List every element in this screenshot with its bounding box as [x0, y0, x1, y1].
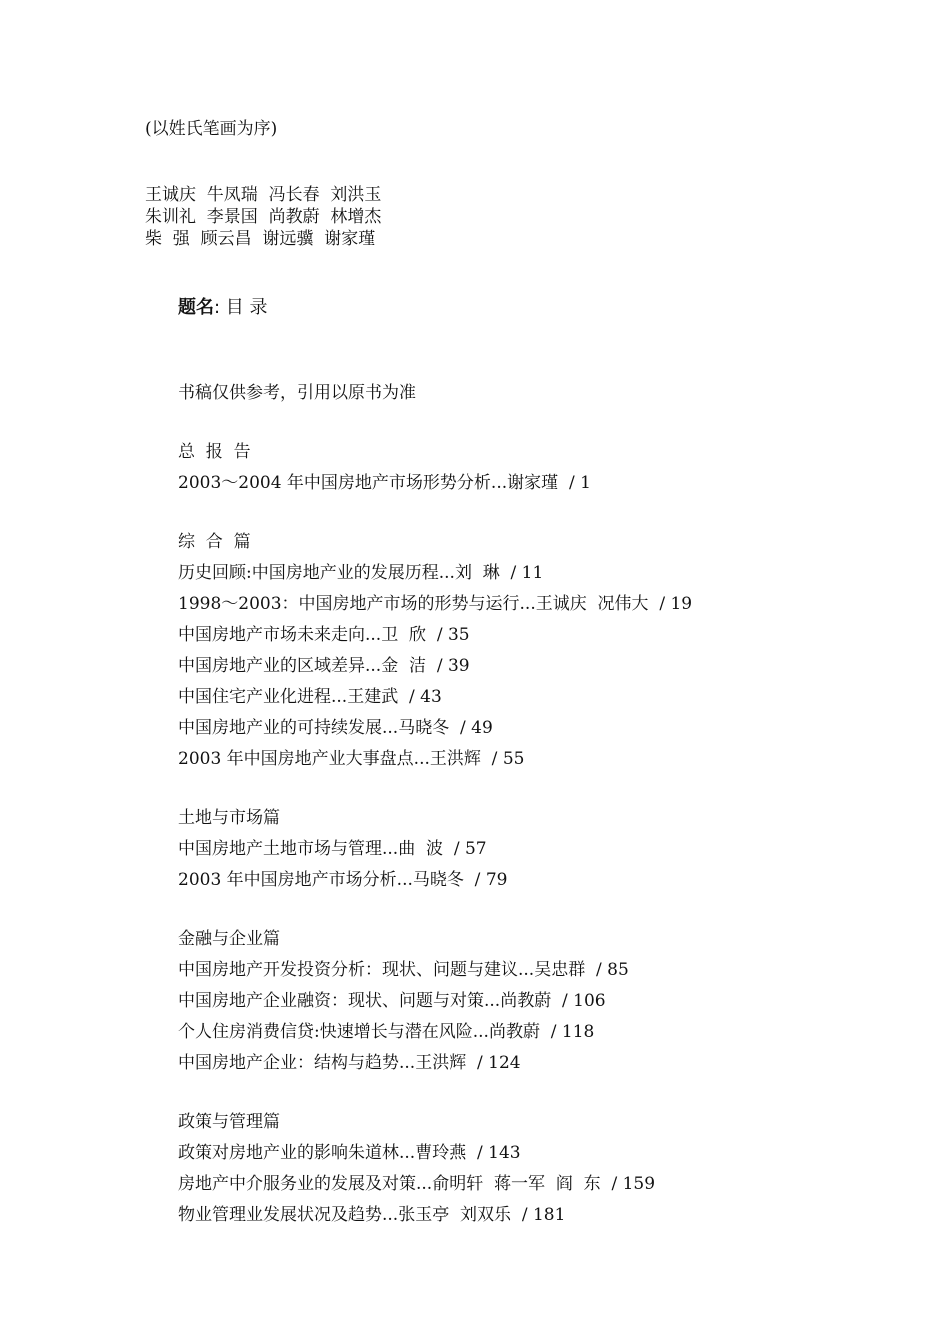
order-note: (以姓氏笔画为序) — [145, 119, 278, 139]
toc-entry[interactable]: 中国房地产企业：结构与趋势...王洪辉 / 124 — [178, 1053, 521, 1073]
section-title: 土地与市场篇 — [178, 808, 280, 828]
toc-entry[interactable]: 历史回顾:中国房地产业的发展历程...刘 琳 / 11 — [178, 563, 544, 583]
editor-row: 王诚庆 牛凤瑞 冯长春 刘洪玉 — [145, 185, 382, 205]
toc-section — [178, 1107, 692, 1231]
toc-entry[interactable]: 房地产中介服务业的发展及对策...俞明轩 蒋一军 阎 东 / 159 — [178, 1174, 656, 1194]
section-title: 综 合 篇 — [178, 532, 251, 552]
toc-entry[interactable]: 中国房地产业的区域差异...金 洁 / 39 — [178, 656, 470, 676]
toc-entry[interactable]: 个人住房消费信贷:快速增长与潜在风险...尚教蔚 / 118 — [178, 1022, 595, 1042]
toc-section — [178, 437, 692, 499]
toc-entry[interactable]: 物业管理业发展状况及趋势...张玉亭 刘双乐 / 181 — [178, 1205, 566, 1225]
toc-entry[interactable]: 2003～2004 年中国房地产市场形势分析...谢家瑾 / 1 — [178, 473, 591, 493]
table-of-contents — [178, 378, 692, 1231]
toc-entry[interactable]: 中国房地产企业融资：现状、问题与对策...尚教蔚 / 106 — [178, 991, 606, 1011]
disclaimer: 书稿仅供参考，引用以原书为准 — [178, 383, 416, 403]
toc-entry[interactable]: 2003 年中国房地产业大事盘点...王洪辉 / 55 — [178, 749, 525, 769]
toc-section — [178, 803, 692, 896]
editor-list — [145, 184, 381, 250]
toc-entry[interactable]: 中国房地产开发投资分析：现状、问题与建议...吴忠群 / 85 — [178, 960, 629, 980]
section-title: 总 报 告 — [178, 442, 251, 462]
section-title: 政策与管理篇 — [178, 1112, 280, 1132]
toc-entry[interactable]: 中国房地产土地市场与管理...曲 波 / 57 — [178, 839, 487, 859]
title-separator: : — [214, 297, 226, 318]
toc-entry[interactable]: 政策对房地产业的影响朱道林...曹玲燕 / 143 — [178, 1143, 521, 1163]
title-value: 目 录 — [225, 297, 268, 318]
toc-section — [178, 924, 692, 1079]
toc-entry[interactable]: 中国住宅产业化进程...王建武 / 43 — [178, 687, 442, 707]
section-title: 金融与企业篇 — [178, 929, 280, 949]
toc-entry[interactable]: 2003 年中国房地产市场分析...马晓冬 / 79 — [178, 870, 508, 890]
toc-entry[interactable]: 中国房地产业的可持续发展...马晓冬 / 49 — [178, 718, 493, 738]
toc-entry[interactable]: 中国房地产市场未来走向...卫 欣 / 35 — [178, 625, 470, 645]
editor-row: 朱训礼 李景国 尚教蔚 林增杰 — [145, 207, 382, 227]
title-label: 题名 — [178, 297, 214, 318]
title-line — [178, 296, 268, 320]
toc-entry[interactable]: 1998～2003：中国房地产市场的形势与运行...王诚庆 况伟大 / 19 — [178, 594, 693, 614]
toc-section — [178, 527, 692, 775]
editor-row: 柴 强 顾云昌 谢远骥 谢家瑾 — [145, 229, 376, 249]
